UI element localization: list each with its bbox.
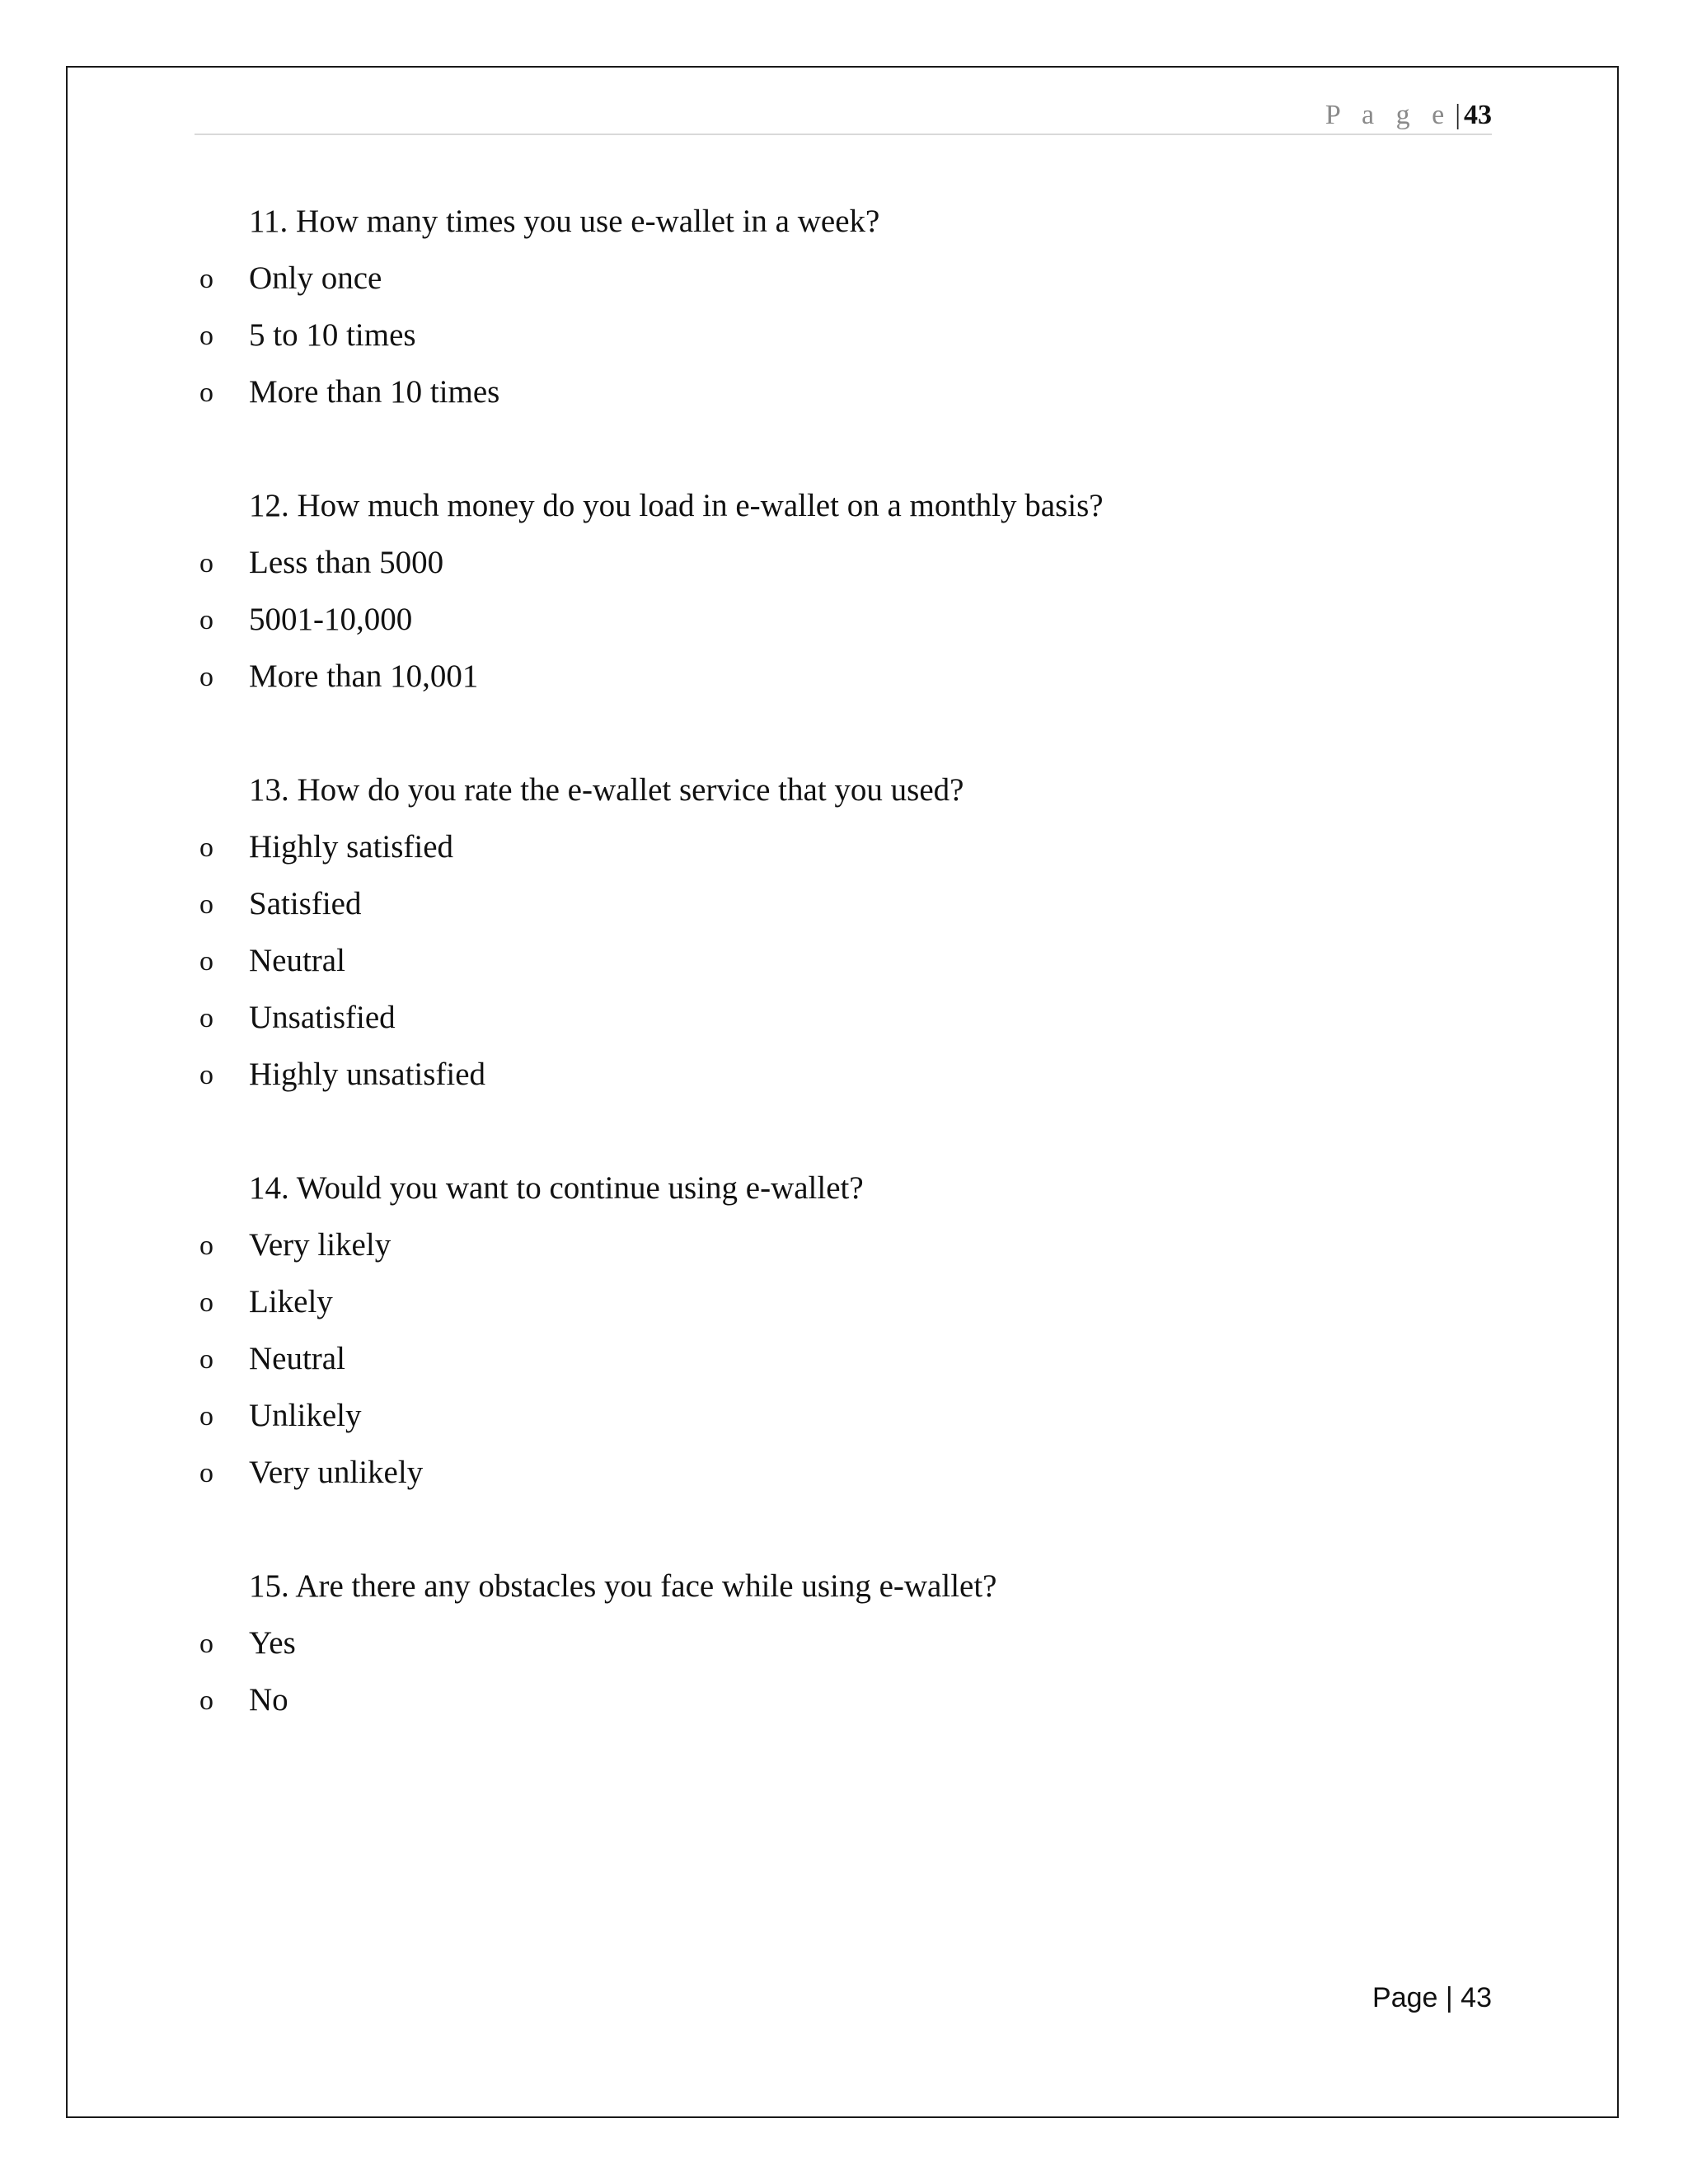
header-separator: | — [1455, 100, 1461, 130]
option-item[interactable] — [195, 648, 1492, 705]
option-item[interactable] — [195, 1387, 1492, 1444]
circle-bullet-icon: o — [199, 889, 213, 920]
page-header — [195, 97, 1492, 135]
circle-bullet-icon: o — [199, 1060, 213, 1090]
option-item[interactable] — [195, 1216, 1492, 1273]
option-label: Only once — [249, 260, 382, 296]
option-item[interactable] — [195, 1330, 1492, 1387]
option-label: More than 10,001 — [249, 658, 479, 694]
question-text: 13. How do you rate the e-wallet service that you used? — [249, 772, 964, 808]
option-label: Very unlikely — [249, 1455, 424, 1490]
option-item[interactable] — [195, 989, 1492, 1046]
option-item[interactable] — [195, 1273, 1492, 1330]
circle-bullet-icon: o — [199, 832, 213, 863]
option-label: Unsatisfied — [249, 1000, 396, 1035]
option-item[interactable] — [195, 363, 1492, 420]
option-label: Highly unsatisfied — [249, 1057, 486, 1092]
option-label: Neutral — [249, 943, 345, 978]
circle-bullet-icon: o — [199, 1344, 213, 1375]
header-number: 43 — [1464, 100, 1492, 130]
option-label: 5 to 10 times — [249, 317, 416, 353]
circle-bullet-icon: o — [199, 1458, 213, 1488]
question-block-13 — [195, 762, 1492, 1103]
question-block-14 — [195, 1160, 1492, 1501]
circle-bullet-icon: o — [199, 377, 213, 408]
option-label: Highly satisfied — [249, 829, 454, 865]
circle-bullet-icon: o — [199, 1401, 213, 1432]
option-item[interactable] — [195, 875, 1492, 932]
header-page-number — [1325, 99, 1492, 132]
circle-bullet-icon: o — [199, 1629, 213, 1659]
option-item[interactable] — [195, 307, 1492, 363]
questionnaire-content — [195, 193, 1492, 1785]
option-item[interactable] — [195, 932, 1492, 989]
option-item[interactable] — [195, 818, 1492, 875]
circle-bullet-icon: o — [199, 1685, 213, 1716]
question-block-11 — [195, 193, 1492, 420]
option-label: Less than 5000 — [249, 545, 444, 580]
circle-bullet-icon: o — [199, 605, 213, 635]
option-item[interactable] — [195, 250, 1492, 307]
question-text: 11. How many times you use e-wallet in a week? — [249, 204, 880, 239]
option-item[interactable] — [195, 591, 1492, 648]
option-label: Satisfied — [249, 886, 362, 921]
circle-bullet-icon: o — [199, 1287, 213, 1318]
option-label: 5001-10,000 — [249, 602, 413, 637]
question-block-15 — [195, 1558, 1492, 1728]
circle-bullet-icon: o — [199, 662, 213, 692]
option-label: More than 10 times — [249, 374, 500, 410]
question-text: 15. Are there any obstacles you face while using e-wallet? — [249, 1568, 997, 1604]
option-item[interactable] — [195, 1615, 1492, 1671]
option-label: Likely — [249, 1284, 333, 1319]
option-label: No — [249, 1682, 288, 1718]
page-footer: Page | 43 — [1372, 1982, 1492, 2013]
question-text: 14. Would you want to continue using e-wallet? — [249, 1170, 864, 1206]
option-item[interactable] — [195, 1046, 1492, 1103]
circle-bullet-icon: o — [199, 321, 213, 351]
circle-bullet-icon: o — [199, 946, 213, 977]
header-page-label: P a g e — [1325, 100, 1452, 130]
option-label: Neutral — [249, 1341, 345, 1376]
option-label: Unlikely — [249, 1398, 362, 1433]
circle-bullet-icon: o — [199, 548, 213, 579]
option-label: Yes — [249, 1625, 296, 1661]
circle-bullet-icon: o — [199, 264, 213, 294]
circle-bullet-icon: o — [199, 1003, 213, 1033]
option-item[interactable] — [195, 1444, 1492, 1501]
option-item[interactable] — [195, 1671, 1492, 1728]
circle-bullet-icon: o — [199, 1230, 213, 1261]
question-text: 12. How much money do you load in e-wallet on a monthly basis? — [249, 488, 1104, 523]
option-label: Very likely — [249, 1227, 392, 1263]
question-block-12 — [195, 477, 1492, 705]
option-item[interactable] — [195, 534, 1492, 591]
